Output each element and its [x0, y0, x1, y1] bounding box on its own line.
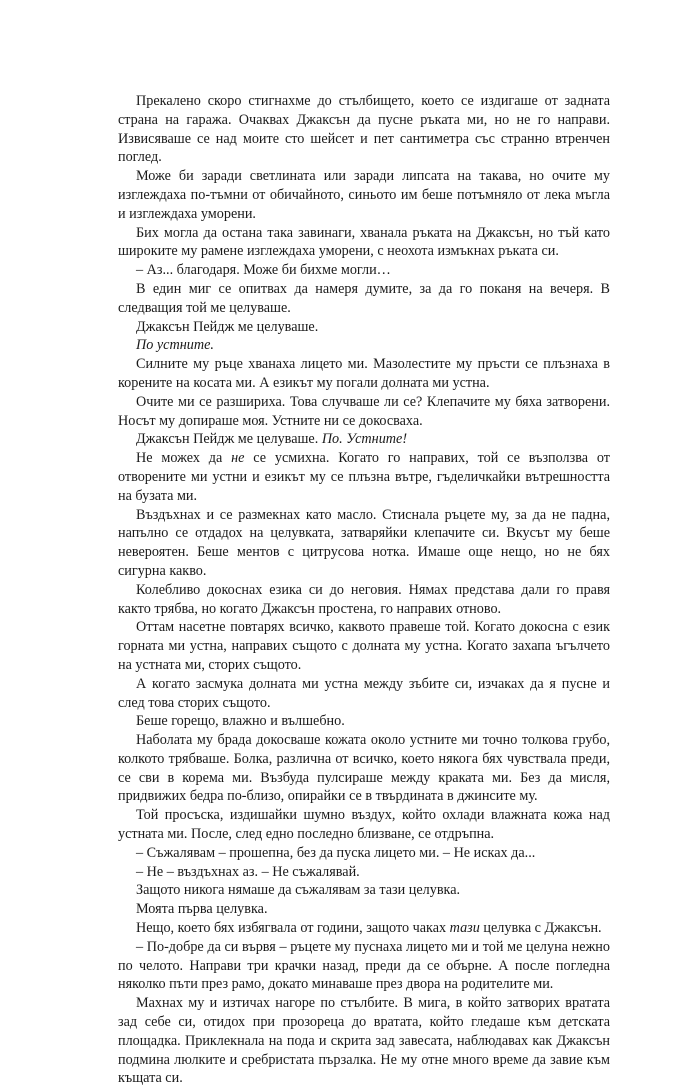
paragraph: Защото никога нямаше да съжалявам за тази целувка. [136, 882, 461, 899]
emphasis: По. Устните! [321, 431, 408, 448]
paragraph: Може би заради светлината или заради липсата на такава, но очите му изглеждаха по-тъмни от обичайното, синьото им беше потъмняло от лека мъгла и изглеждаха уморени. [118, 168, 610, 222]
emphasis: тази [449, 920, 480, 937]
paragraph: В един миг се опитвах да намеря думите, за да го поканя на вечеря. В следващия той ме целуваше. [118, 280, 610, 316]
paragraph: Джаксън Пейдж ме целуваше. По. Устните! [136, 431, 408, 448]
paragraph: Колебливо докоснах езика си до неговия. Нямах представа дали го правя както трябва, но когато Джаксън простена, го направих отново. [118, 581, 610, 617]
paragraph: – Съжалявам – прошепна, без да пуска лицето ми. – Не исках да... [136, 844, 536, 861]
paragraph: Той просъска, издишайки шумно въздух, който охлади влажната кожа над устната ми. После, след едно последно близване, се отдръпна. [118, 807, 610, 843]
emphasis: По устните. [136, 337, 214, 354]
paragraph: – Аз... благодаря. Може би бихме могли… [136, 262, 391, 279]
paragraph: – Не – въздъхнах аз. – Не съжалявай. [136, 863, 360, 880]
paragraph: А когато засмука долната ми устна между зъбите си, изчаках да я пусне и след това сторих същото. [118, 675, 610, 711]
paragraph: Беше горещо, влажно и вълшебно. [136, 713, 345, 730]
paragraph: Очите ми се разшириха. Това случваше ли се? Клепачите му бяха затворени. Носът му допираше моя. Устните ни се докосваха. [118, 393, 610, 429]
paragraph: Въздъхнах и се размекнах като масло. Стиснала ръцете му, за да не падна, напълно се отдадох на целувката, затваряйки клепачите си. Вкусът му беше невероятен. Беше ментов с цитрусова нотка. Имаше още нещо, но не бях сигурна какво. [118, 506, 610, 579]
paragraph: Махнах му и изтичах нагоре по стълбите. В мига, в който затворих вратата зад себе си, отидох при прозореца до вратата, който гледаше към детската площадка. Приклекнала на пода и скрита зад завесата, наблюдавах как Джаксън подмина люлките и сребристата пързалка. Не му отне много време да завие към къщата си. [118, 995, 610, 1087]
paragraph: Прекалено скоро стигнахме до стълбището, което се издигаше от задната страна на гаража. Очаквах Джаксън да пусне ръката ми, но не го направи. Извисяваше се над моите сто шейсет и пет сантиметра със странно втренчен поглед. [118, 93, 610, 166]
body-text [118, 92, 610, 1088]
paragraph: Наболата му брада докосваше кожата около устните ми точно толкова грубо, колкото трябваше. Болка, различна от всичко, което някога бях чувствала преди, се сви в корема ми. Възбуда пулсираше между краката ми. Без да мисля, придвижих бедра по-близо, опирайки се в твърдината в джинсите му. [118, 732, 610, 805]
paragraph: Моята първа целувка. [136, 901, 268, 918]
paragraph: Нещо, което бях избягвала от години, защото чаках тази целувка с Джаксън. [136, 920, 602, 937]
paragraph: Джаксън Пейдж ме целуваше. [136, 318, 319, 335]
paragraph: Не можех да не се усмихна. Когато го направих, той се възползва от отворените ми устни и езикът му се плъзна вътре, гъделичкайки вътрешността на бузата ми. [118, 450, 610, 504]
paragraph [118, 336, 610, 355]
paragraph: Бих могла да остана така завинаги, хванала ръката на Джаксън, но тъй като широките му рамене изглеждаха уморени, с неохота измъкнах ръката си. [118, 224, 610, 260]
paragraph: Силните му ръце хванаха лицето ми. Мазолестите му пръсти се плъзнаха в корените на косата ми. А езикът му погали долната ми устна. [118, 356, 610, 391]
paragraph: – По-добре да си вървя – ръцете му пуснаха лицето ми и той ме целуна нежно по челото. Направи три крачки назад, преди да се обърне. А после погледна няколко пъти през рамо, докато минаваше през двора на родителите ми. [118, 938, 610, 993]
emphasis: не [231, 450, 245, 467]
paragraph: Оттам насетне повтарях всичко, каквото правеше той. Когато докосна с език горната ми устна, направих същото с долната му устна. Когато захапа ъгълчето на устната ми, сторих същото. [118, 619, 610, 673]
